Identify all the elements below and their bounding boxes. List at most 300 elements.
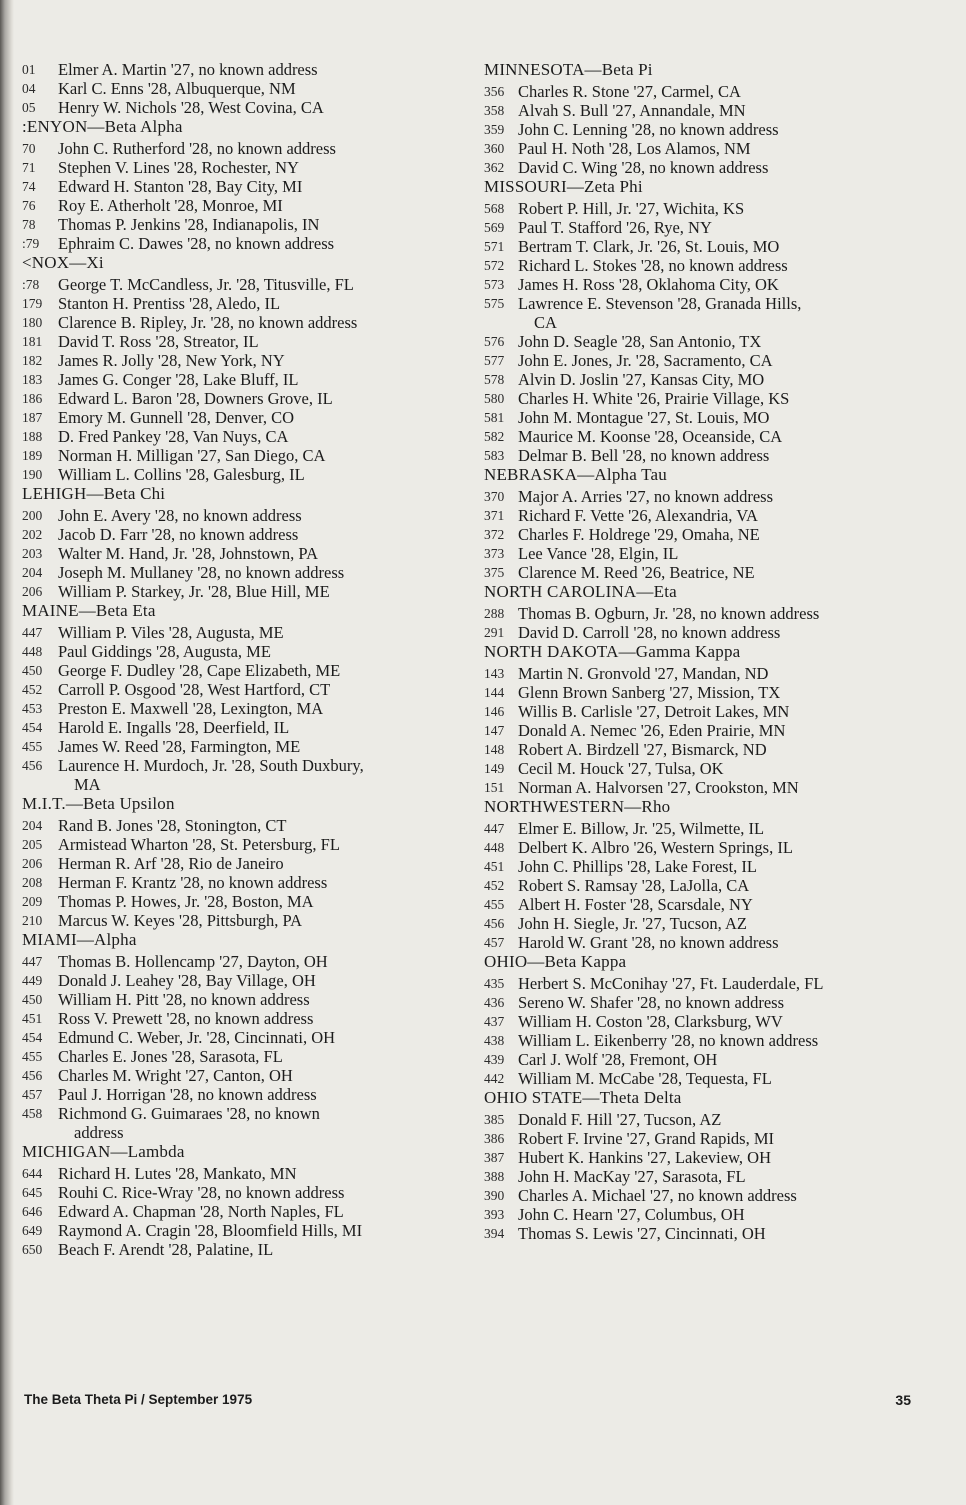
member-entry bbox=[484, 351, 934, 370]
member-entry bbox=[22, 623, 452, 642]
member-entry bbox=[484, 256, 934, 275]
member-entry bbox=[22, 563, 452, 582]
chapter-heading: OHIO STATE—Theta Delta bbox=[484, 1088, 682, 1107]
member-entry bbox=[22, 582, 452, 601]
member-details: Rand B. Jones '28, Stonington, CT bbox=[58, 816, 287, 835]
member-number: 288 bbox=[484, 606, 505, 621]
member-number: 149 bbox=[484, 761, 505, 776]
member-number: 568 bbox=[484, 201, 505, 216]
member-details: John E. Avery '28, no known address bbox=[58, 506, 302, 525]
member-entry bbox=[22, 313, 452, 332]
member-entry bbox=[484, 1148, 934, 1167]
member-entry bbox=[484, 506, 934, 525]
member-number: 456 bbox=[484, 916, 505, 931]
member-number: 452 bbox=[22, 682, 43, 697]
chapter-section bbox=[484, 465, 934, 582]
member-entry bbox=[484, 237, 934, 256]
member-details: George T. McCandless, Jr. '28, Titusville, FL bbox=[58, 275, 354, 294]
member-details: Rouhi C. Rice-Wray '28, no known address bbox=[58, 1183, 345, 1202]
member-number: 437 bbox=[484, 1014, 505, 1029]
member-number: 447 bbox=[484, 821, 505, 836]
member-number: 210 bbox=[22, 913, 43, 928]
member-number: 451 bbox=[22, 1011, 43, 1026]
member-number: 454 bbox=[22, 720, 43, 735]
member-details: Paul Giddings '28, Augusta, ME bbox=[58, 642, 271, 661]
member-number: 575 bbox=[484, 296, 505, 311]
indent-spacer bbox=[22, 775, 58, 794]
member-entry bbox=[22, 971, 452, 990]
member-entry bbox=[22, 389, 452, 408]
member-details-continued: address bbox=[74, 1123, 124, 1142]
member-details: Charles A. Michael '27, no known address bbox=[518, 1186, 797, 1205]
member-details: Alvin D. Joslin '27, Kansas City, MO bbox=[518, 370, 765, 389]
chapter-heading: NORTHWESTERN—Rho bbox=[484, 797, 671, 816]
member-details: Richmond G. Guimaraes '28, no known bbox=[58, 1104, 320, 1123]
member-entry bbox=[22, 699, 452, 718]
member-details: Richard H. Lutes '28, Mankato, MN bbox=[58, 1164, 297, 1183]
member-entry bbox=[22, 756, 452, 775]
member-entry bbox=[22, 177, 452, 196]
member-details: Charles R. Stone '27, Carmel, CA bbox=[518, 82, 741, 101]
left-column bbox=[22, 60, 452, 1259]
member-entry bbox=[22, 332, 452, 351]
chapter-section bbox=[484, 797, 934, 952]
member-entry bbox=[484, 408, 934, 427]
member-number: 457 bbox=[22, 1087, 43, 1102]
member-entry bbox=[484, 275, 934, 294]
member-entry bbox=[484, 1050, 934, 1069]
member-details: Thomas P. Howes, Jr. '28, Boston, MA bbox=[58, 892, 314, 911]
page-footer bbox=[24, 1392, 911, 1408]
member-entry bbox=[22, 370, 452, 389]
member-number: 78 bbox=[22, 217, 36, 232]
member-details: Elmer E. Billow, Jr. '25, Wilmette, IL bbox=[518, 819, 765, 838]
chapter-heading: M.I.T.—Beta Upsilon bbox=[22, 794, 175, 813]
member-entry bbox=[484, 563, 934, 582]
member-number: 454 bbox=[22, 1030, 43, 1045]
member-details: Sereno W. Shafer '28, no known address bbox=[518, 993, 785, 1012]
member-entry bbox=[484, 974, 934, 993]
member-details: Edward A. Chapman '28, North Naples, FL bbox=[58, 1202, 344, 1221]
member-number: 390 bbox=[484, 1188, 505, 1203]
member-entry bbox=[22, 952, 452, 971]
member-details: Richard F. Vette '26, Alexandria, VA bbox=[518, 506, 758, 525]
member-details: John H. MacKay '27, Sarasota, FL bbox=[518, 1167, 746, 1186]
member-number: 573 bbox=[484, 277, 505, 292]
chapter-section bbox=[22, 484, 452, 601]
member-details: Paul T. Stafford '26, Rye, NY bbox=[518, 218, 712, 237]
member-entry bbox=[22, 98, 452, 117]
member-number: 151 bbox=[484, 780, 505, 795]
chapter-heading: MICHIGAN—Lambda bbox=[22, 1142, 185, 1161]
member-details: William L. Collins '28, Galesburg, IL bbox=[58, 465, 305, 484]
member-details: Edmund C. Weber, Jr. '28, Cincinnati, OH bbox=[58, 1028, 336, 1047]
member-details: John D. Seagle '28, San Antonio, TX bbox=[518, 332, 762, 351]
page-number: 35 bbox=[895, 1392, 911, 1408]
member-number: 442 bbox=[484, 1071, 505, 1086]
member-entry bbox=[484, 1031, 934, 1050]
member-details: Donald J. Leahey '28, Bay Village, OH bbox=[58, 971, 316, 990]
member-number: 362 bbox=[484, 160, 505, 175]
member-entry bbox=[22, 158, 452, 177]
member-entry bbox=[22, 79, 452, 98]
member-entry bbox=[22, 854, 452, 873]
member-number: 581 bbox=[484, 410, 505, 425]
member-number: 569 bbox=[484, 220, 505, 235]
member-number: 74 bbox=[22, 179, 36, 194]
member-entry bbox=[22, 1164, 452, 1183]
member-number: 372 bbox=[484, 527, 505, 542]
member-entry bbox=[484, 370, 934, 389]
member-entry bbox=[22, 1240, 452, 1259]
member-entry bbox=[22, 642, 452, 661]
member-details: D. Fred Pankey '28, Van Nuys, CA bbox=[58, 427, 289, 446]
member-number: 456 bbox=[22, 1068, 43, 1083]
member-details: Paul J. Horrigan '28, no known address bbox=[58, 1085, 317, 1104]
member-entry bbox=[22, 525, 452, 544]
member-number: 70 bbox=[22, 141, 36, 156]
member-entry bbox=[484, 120, 934, 139]
member-entry bbox=[484, 1110, 934, 1129]
member-details: Edward L. Baron '28, Downers Grove, IL bbox=[58, 389, 333, 408]
member-number: 448 bbox=[22, 644, 43, 659]
member-entry bbox=[484, 623, 934, 642]
member-details: Ross V. Prewett '28, no known address bbox=[58, 1009, 314, 1028]
member-details: Stanton H. Prentiss '28, Aledo, IL bbox=[58, 294, 281, 313]
member-entry bbox=[22, 215, 452, 234]
member-entry bbox=[22, 680, 452, 699]
member-details: Harold E. Ingalls '28, Deerfield, IL bbox=[58, 718, 290, 737]
member-details: Elmer A. Martin '27, no known address bbox=[58, 60, 318, 79]
member-details: Cecil M. Houck '27, Tulsa, OK bbox=[518, 759, 724, 778]
member-details: William H. Coston '28, Clarksburg, WV bbox=[518, 1012, 783, 1031]
member-details-continued: CA bbox=[534, 313, 557, 332]
member-entry bbox=[22, 1221, 452, 1240]
member-details: John C. Rutherford '28, no known address bbox=[58, 139, 336, 158]
member-number: 386 bbox=[484, 1131, 505, 1146]
member-entry bbox=[484, 1069, 934, 1088]
member-details: Albert H. Foster '28, Scarsdale, NY bbox=[518, 895, 753, 914]
member-entry bbox=[484, 1224, 934, 1243]
member-number: 202 bbox=[22, 527, 43, 542]
chapter-section bbox=[484, 952, 934, 1088]
member-number: 649 bbox=[22, 1223, 43, 1238]
member-number: 356 bbox=[484, 84, 505, 99]
member-entry bbox=[484, 993, 934, 1012]
member-number: 578 bbox=[484, 372, 505, 387]
member-entry bbox=[22, 1085, 452, 1104]
member-number: 448 bbox=[484, 840, 505, 855]
member-number: 572 bbox=[484, 258, 505, 273]
chapter-heading: MINNESOTA—Beta Pi bbox=[484, 60, 653, 79]
member-details: John C. Lenning '28, no known address bbox=[518, 120, 779, 139]
chapter-section bbox=[484, 60, 934, 177]
member-entry bbox=[484, 819, 934, 838]
member-number: 580 bbox=[484, 391, 505, 406]
member-details: James W. Reed '28, Farmington, ME bbox=[58, 737, 301, 756]
member-number: 204 bbox=[22, 565, 43, 580]
member-details: Henry W. Nichols '28, West Covina, CA bbox=[58, 98, 324, 117]
member-entry bbox=[484, 876, 934, 895]
member-number: :78 bbox=[22, 277, 40, 292]
member-entry bbox=[22, 196, 452, 215]
right-column bbox=[484, 60, 934, 1243]
member-number: 456 bbox=[22, 758, 43, 773]
member-details: William L. Eikenberry '28, no known address bbox=[518, 1031, 819, 1050]
member-entry bbox=[484, 525, 934, 544]
member-details: Jacob D. Farr '28, no known address bbox=[58, 525, 299, 544]
member-entry bbox=[484, 487, 934, 506]
member-details: Herman F. Krantz '28, no known address bbox=[58, 873, 328, 892]
member-number: :79 bbox=[22, 236, 40, 251]
member-number: 05 bbox=[22, 100, 36, 115]
member-entry bbox=[484, 427, 934, 446]
member-number: 71 bbox=[22, 160, 36, 175]
member-number: 645 bbox=[22, 1185, 43, 1200]
member-number: 435 bbox=[484, 976, 505, 991]
member-number: 205 bbox=[22, 837, 43, 852]
member-entry bbox=[484, 218, 934, 237]
member-number: 583 bbox=[484, 448, 505, 463]
member-number: 449 bbox=[22, 973, 43, 988]
member-entry bbox=[484, 139, 934, 158]
member-number: 147 bbox=[484, 723, 505, 738]
member-entry bbox=[22, 718, 452, 737]
chapter-heading: :ENYON—Beta Alpha bbox=[22, 117, 183, 136]
member-number: 360 bbox=[484, 141, 505, 156]
member-number: 371 bbox=[484, 508, 505, 523]
member-number: 144 bbox=[484, 685, 505, 700]
member-entry bbox=[484, 778, 934, 797]
member-details: Charles M. Wright '27, Canton, OH bbox=[58, 1066, 293, 1085]
member-entry bbox=[22, 427, 452, 446]
member-details: James R. Jolly '28, New York, NY bbox=[58, 351, 285, 370]
member-details: Armistead Wharton '28, St. Petersburg, FL bbox=[58, 835, 340, 854]
member-details: John C. Phillips '28, Lake Forest, IL bbox=[518, 857, 758, 876]
member-details: Charles E. Jones '28, Sarasota, FL bbox=[58, 1047, 283, 1066]
member-entry bbox=[22, 816, 452, 835]
member-number: 200 bbox=[22, 508, 43, 523]
member-details: Glenn Brown Sanberg '27, Mission, TX bbox=[518, 683, 781, 702]
member-details: James H. Ross '28, Oklahoma City, OK bbox=[518, 275, 779, 294]
member-number: 291 bbox=[484, 625, 505, 640]
member-number: 359 bbox=[484, 122, 505, 137]
chapter-section bbox=[22, 794, 452, 930]
member-details: Clarence M. Reed '26, Beatrice, NE bbox=[518, 563, 755, 582]
member-entry bbox=[22, 892, 452, 911]
member-details: Raymond A. Cragin '28, Bloomfield Hills, MI bbox=[58, 1221, 363, 1240]
member-entry bbox=[484, 101, 934, 120]
member-number: 387 bbox=[484, 1150, 505, 1165]
member-number: 644 bbox=[22, 1166, 43, 1181]
member-entry bbox=[484, 82, 934, 101]
chapter-section bbox=[484, 642, 934, 797]
chapter-heading: MISSOURI—Zeta Phi bbox=[484, 177, 643, 196]
member-entry bbox=[22, 544, 452, 563]
chapter-section bbox=[22, 601, 452, 794]
member-number: 208 bbox=[22, 875, 43, 890]
chapter-heading: NORTH CAROLINA—Eta bbox=[484, 582, 677, 601]
member-number: 447 bbox=[22, 625, 43, 640]
member-number: 76 bbox=[22, 198, 36, 213]
member-details: Marcus W. Keyes '28, Pittsburgh, PA bbox=[58, 911, 303, 930]
member-entry bbox=[484, 933, 934, 952]
member-details: Alvah S. Bull '27, Annandale, MN bbox=[518, 101, 746, 120]
member-entry bbox=[22, 408, 452, 427]
member-number: 146 bbox=[484, 704, 505, 719]
member-number: 394 bbox=[484, 1226, 505, 1241]
member-number: 182 bbox=[22, 353, 43, 368]
member-details: Emory M. Gunnell '28, Denver, CO bbox=[58, 408, 295, 427]
member-entry bbox=[484, 389, 934, 408]
member-number: 209 bbox=[22, 894, 43, 909]
chapter-section bbox=[484, 582, 934, 642]
chapter-heading: NEBRASKA—Alpha Tau bbox=[484, 465, 667, 484]
member-entry bbox=[484, 838, 934, 857]
indent-spacer bbox=[22, 1123, 58, 1142]
member-details: George F. Dudley '28, Cape Elizabeth, ME bbox=[58, 661, 341, 680]
member-number: 453 bbox=[22, 701, 43, 716]
member-number: 190 bbox=[22, 467, 43, 482]
member-details: Carl J. Wolf '28, Fremont, OH bbox=[518, 1050, 718, 1069]
member-entry bbox=[22, 351, 452, 370]
member-number: 450 bbox=[22, 663, 43, 678]
member-details: Paul H. Noth '28, Los Alamos, NM bbox=[518, 139, 751, 158]
member-number: 179 bbox=[22, 296, 43, 311]
member-details: Clarence B. Ripley, Jr. '28, no known address bbox=[58, 313, 358, 332]
member-entry bbox=[22, 1047, 452, 1066]
member-number: 186 bbox=[22, 391, 43, 406]
member-details: Donald F. Hill '27, Tucson, AZ bbox=[518, 1110, 722, 1129]
member-details: William P. Starkey, Jr. '28, Blue Hill, ME bbox=[58, 582, 330, 601]
member-entry bbox=[22, 1202, 452, 1221]
member-details: Harold W. Grant '28, no known address bbox=[518, 933, 779, 952]
member-entry bbox=[484, 683, 934, 702]
member-details: Herman R. Arf '28, Rio de Janeiro bbox=[58, 854, 284, 873]
member-entry bbox=[484, 332, 934, 351]
member-details: Stephen V. Lines '28, Rochester, NY bbox=[58, 158, 299, 177]
member-details: David C. Wing '28, no known address bbox=[518, 158, 769, 177]
member-number: 447 bbox=[22, 954, 43, 969]
member-details: Karl C. Enns '28, Albuquerque, NM bbox=[58, 79, 296, 98]
member-details: Laurence H. Murdoch, Jr. '28, South Duxbury, bbox=[58, 756, 364, 775]
member-number: 458 bbox=[22, 1106, 43, 1121]
member-entry bbox=[22, 990, 452, 1009]
member-number: 206 bbox=[22, 856, 43, 871]
member-entry bbox=[484, 721, 934, 740]
member-entry bbox=[22, 911, 452, 930]
chapter-heading: MIAMI—Alpha bbox=[22, 930, 137, 949]
member-details: William H. Pitt '28, no known address bbox=[58, 990, 310, 1009]
member-entry bbox=[484, 199, 934, 218]
member-details: Willis B. Carlisle '27, Detroit Lakes, MN bbox=[518, 702, 790, 721]
member-details: Thomas B. Ogburn, Jr. '28, no known address bbox=[518, 604, 820, 623]
member-number: 189 bbox=[22, 448, 43, 463]
member-details: Robert F. Irvine '27, Grand Rapids, MI bbox=[518, 1129, 774, 1148]
member-number: 183 bbox=[22, 372, 43, 387]
member-entry bbox=[484, 294, 934, 313]
member-entry bbox=[484, 1129, 934, 1148]
member-entry bbox=[22, 139, 452, 158]
member-number: 646 bbox=[22, 1204, 43, 1219]
member-entry bbox=[484, 759, 934, 778]
member-number: 438 bbox=[484, 1033, 505, 1048]
member-entry bbox=[484, 1167, 934, 1186]
member-entry bbox=[484, 740, 934, 759]
member-number: 143 bbox=[484, 666, 505, 681]
member-number: 450 bbox=[22, 992, 43, 1007]
chapter-heading: OHIO—Beta Kappa bbox=[484, 952, 627, 971]
member-entry bbox=[484, 1186, 934, 1205]
chapter-section bbox=[22, 253, 452, 484]
chapter-heading: LEHIGH—Beta Chi bbox=[22, 484, 166, 503]
member-entry bbox=[22, 1009, 452, 1028]
member-number: 436 bbox=[484, 995, 505, 1010]
member-details: Maurice M. Koonse '28, Oceanside, CA bbox=[518, 427, 783, 446]
member-details: Robert P. Hill, Jr. '27, Wichita, KS bbox=[518, 199, 745, 218]
member-details: John M. Montague '27, St. Louis, MO bbox=[518, 408, 770, 427]
member-entry bbox=[484, 857, 934, 876]
member-number: 373 bbox=[484, 546, 505, 561]
indent-spacer bbox=[484, 313, 518, 332]
member-entry bbox=[484, 1012, 934, 1031]
member-entry bbox=[22, 1066, 452, 1085]
member-details: Beach F. Arendt '28, Palatine, IL bbox=[58, 1240, 274, 1259]
member-details: Thomas P. Jenkins '28, Indianapolis, IN bbox=[58, 215, 320, 234]
member-entry bbox=[484, 446, 934, 465]
member-details: Delbert K. Albro '26, Western Springs, IL bbox=[518, 838, 793, 857]
member-number: 358 bbox=[484, 103, 505, 118]
member-entry bbox=[484, 914, 934, 933]
chapter-section bbox=[22, 1142, 452, 1259]
member-number: 455 bbox=[22, 1049, 43, 1064]
member-entry bbox=[22, 275, 452, 294]
member-entry bbox=[484, 158, 934, 177]
member-number: 04 bbox=[22, 81, 36, 96]
member-details: Delmar B. Bell '28, no known address bbox=[518, 446, 770, 465]
member-details: John C. Hearn '27, Columbus, OH bbox=[518, 1205, 745, 1224]
member-entry bbox=[22, 661, 452, 680]
member-number: 385 bbox=[484, 1112, 505, 1127]
member-details: Thomas B. Hollencamp '27, Dayton, OH bbox=[58, 952, 328, 971]
member-number: 388 bbox=[484, 1169, 505, 1184]
member-details: Norman H. Milligan '27, San Diego, CA bbox=[58, 446, 326, 465]
member-details: Joseph M. Mullaney '28, no known address bbox=[58, 563, 345, 582]
member-details: Charles H. White '26, Prairie Village, KS bbox=[518, 389, 790, 408]
member-number: 181 bbox=[22, 334, 43, 349]
member-entry bbox=[22, 294, 452, 313]
member-details: Major A. Arries '27, no known address bbox=[518, 487, 774, 506]
member-number: 451 bbox=[484, 859, 505, 874]
chapter-section bbox=[484, 177, 934, 465]
member-entry bbox=[22, 737, 452, 756]
member-entry bbox=[22, 873, 452, 892]
member-details: William P. Viles '28, Augusta, ME bbox=[58, 623, 284, 642]
member-entry bbox=[484, 895, 934, 914]
member-entry bbox=[22, 506, 452, 525]
member-details-continued: MA bbox=[74, 775, 101, 794]
member-entry-continuation bbox=[484, 313, 934, 332]
member-number: 180 bbox=[22, 315, 43, 330]
member-details: Edward H. Stanton '28, Bay City, MI bbox=[58, 177, 303, 196]
member-entry bbox=[22, 465, 452, 484]
member-details: Roy E. Atherholt '28, Monroe, MI bbox=[58, 196, 283, 215]
member-number: 370 bbox=[484, 489, 505, 504]
member-details: Norman A. Halvorsen '27, Crookston, MN bbox=[518, 778, 799, 797]
member-number: 148 bbox=[484, 742, 505, 757]
member-entry bbox=[22, 1104, 452, 1123]
chapter-heading: MAINE—Beta Eta bbox=[22, 601, 156, 620]
